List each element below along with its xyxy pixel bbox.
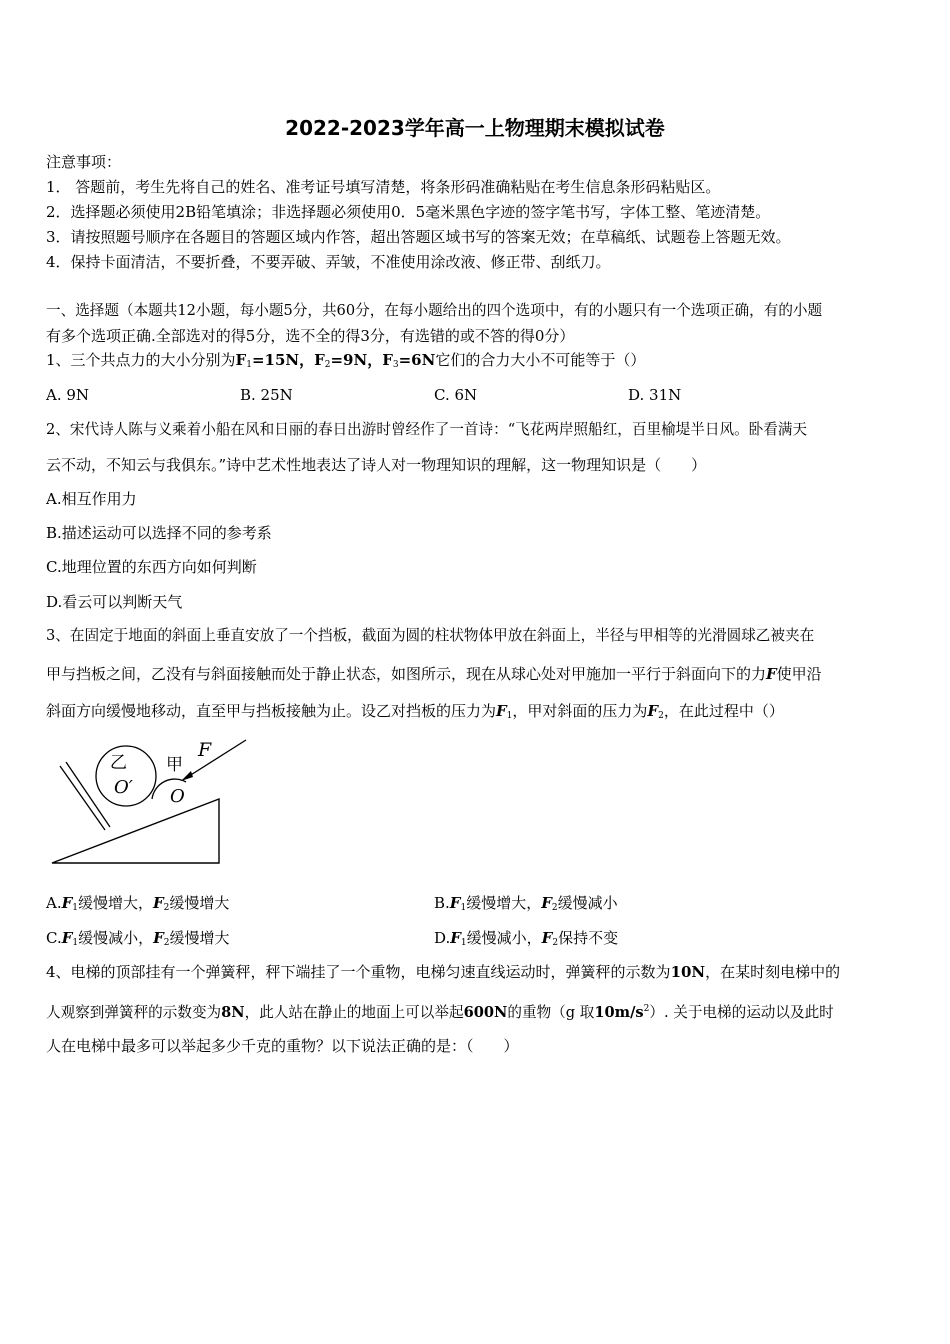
q3-line2-text-b: 使甲沿: [776, 665, 822, 683]
q3-line3-text-b: ，甲对斜面的压力为: [512, 702, 648, 720]
q3-b-text-2: 缓慢减小: [557, 894, 618, 912]
q3-d-prefix: D.: [434, 929, 451, 947]
q2-option-d: D.看云可以判断天气: [46, 593, 183, 611]
q3-d-f2: F: [541, 929, 553, 947]
q2-option-c: C.地理位置的东西方向如何判断: [46, 558, 257, 576]
q3-option-c: [46, 928, 230, 953]
q3-a-f2-sub: 2: [163, 903, 170, 913]
q1-option-c: C. 6N: [434, 386, 478, 404]
q3-b-f2-sub: 2: [551, 903, 558, 913]
page-title: 2022-2023学年高一上物理期末模拟试卷: [285, 116, 665, 140]
q3-f2-sub: 2: [658, 711, 664, 721]
q3-c-f1: F: [61, 929, 73, 947]
q3-d-f2-sub: 2: [552, 938, 559, 948]
notes-item-4: 4．保持卡面清洁，不要折叠，不要弄破、弄皱，不准使用涂改液、修正带、刮纸刀。: [46, 253, 611, 271]
question-3-line-3: [46, 701, 908, 726]
q3-d-text-1: 缓慢减小，: [466, 929, 542, 947]
q3-b-f1: F: [449, 894, 461, 912]
q3-c-prefix: C.: [46, 929, 62, 947]
q3-f1-sub: 1: [506, 711, 513, 721]
question-4-line-1: [46, 962, 908, 982]
q3-a-text-2: 缓慢增大: [169, 894, 230, 912]
q3-b-f1-sub: 1: [460, 903, 467, 913]
q3-a-prefix: A.: [46, 894, 62, 912]
q3-c-f2-sub: 2: [163, 938, 170, 948]
q3-line3-text-c: ，在此过程中（）: [663, 702, 784, 720]
q3-a-text-1: 缓慢增大，: [78, 894, 154, 912]
q3-f1: F: [496, 702, 507, 720]
q3-line2-text-a: 甲与挡板之间，乙没有与斜面接触而处于静止状态，如图所示，现在从球心处对甲施加一平行于斜面向下的力: [46, 665, 767, 683]
question-3-line-2: [46, 664, 908, 684]
q4-line2-text-c: 的重物（g 取: [507, 1003, 595, 1021]
q4-value-10n: 10N: [670, 963, 706, 981]
q1-suffix: 它们的合力大小不可能等于（）: [435, 351, 646, 369]
q3-a-f1-sub: 1: [72, 903, 78, 913]
q1-option-a: A. 9N: [46, 386, 90, 404]
q1-f1-sub: 1: [246, 360, 252, 370]
q3-f2: F: [647, 702, 659, 720]
q1-f2-sub: 2: [324, 360, 331, 370]
q1-f2-value: =9N，: [330, 351, 383, 369]
q1-f1: F: [235, 351, 247, 369]
incline-triangle: [52, 799, 219, 863]
q3-c-f2: F: [153, 929, 164, 947]
section-instructions-line-2: 有多个选项正确.全部选对的得5分，选不全的得3分，有选错的或不答的得0分）: [46, 327, 575, 345]
label-f: F: [198, 739, 212, 761]
q3-b-text-1: 缓慢增大，: [466, 894, 542, 912]
baffle-plate-outer: [60, 766, 105, 830]
q3-option-d: [434, 928, 618, 953]
q3-c-f1-sub: 1: [72, 938, 79, 948]
label-o: O: [170, 786, 185, 807]
q4-line2-text-a: 人观察到弹簧秤的示数变为: [46, 1003, 222, 1021]
q4-line1-text-b: ，在某时刻电梯中的: [705, 963, 841, 981]
q3-c-text-1: 缓慢减小，: [78, 929, 154, 947]
q3-a-f2: F: [153, 894, 164, 912]
q3-option-a: [46, 893, 229, 918]
q1-prefix: 1、三个共点力的大小分别为: [46, 351, 236, 369]
q4-value-g: 10m/s: [594, 1003, 644, 1021]
notes-item-2: 2．选择题必须使用2B铅笔填涂；非选择题必须使用0．5毫米黑色字迹的签字笔书写，字体工整、笔迹清楚。: [46, 203, 771, 221]
q3-c-text-2: 缓慢增大: [169, 929, 230, 947]
q3-a-f1: F: [61, 894, 73, 912]
q1-f2: F: [314, 351, 325, 369]
question-1-stem: [46, 350, 908, 375]
q1-f3-value: =6N: [398, 351, 436, 369]
question-3-line-1: 3、在固定于地面的斜面上垂直安放了一个挡板，截面为圆的柱状物体甲放在斜面上，半径与甲相等的光滑圆球乙被夹在: [46, 627, 815, 644]
notes-item-3: 3．请按照题号顺序在各题目的答题区域内作答，超出答题区域书写的答案无效；在草稿纸、试题卷上答题无效。: [46, 228, 791, 246]
q3-force-f: F: [766, 665, 777, 683]
q4-line2-text-d: ）. 关于电梯的运动以及此时: [649, 1003, 834, 1021]
section-instructions-line-1: 一、选择题（本题共12小题，每小题5分，共60分，在每小题给出的四个选项中，有的小题只有一个选项正确，有的小题: [46, 302, 823, 319]
q4-value-8n: 8N: [221, 1003, 245, 1021]
q2-option-b: B.描述运动可以选择不同的参考系: [46, 524, 272, 542]
notes-item-1: 1． 答题前，考生先将自己的姓名、准考证号填写清楚，将条形码准确粘贴在考生信息条形码粘贴区。: [46, 178, 721, 196]
label-jia: 甲: [166, 755, 183, 775]
question-4-line-3: 人在电梯中最多可以举起多少千克的重物？以下说法正确的是：（ ）: [46, 1037, 519, 1055]
q3-d-f1: F: [450, 929, 461, 947]
q1-option-d: D. 31N: [628, 386, 682, 404]
question-2-line-1: 2、宋代诗人陈与义乘着小船在风和日丽的春日出游时曾经作了一首诗：“飞花两岸照船红，百里榆堤半日风。卧看满天: [46, 421, 808, 438]
q3-d-text-2: 保持不变: [558, 929, 619, 947]
q1-f3: F: [382, 351, 393, 369]
incline-diagram: [46, 738, 256, 866]
label-yi: 乙: [110, 753, 127, 773]
q1-f1-value: =15N，: [251, 351, 315, 369]
label-o-prime: O′: [114, 777, 133, 798]
force-arrow-line: [186, 740, 246, 778]
q3-d-f1-sub: 1: [460, 938, 467, 948]
q4-value-g-sup: 2: [643, 1004, 650, 1014]
baffle-plate-inner: [66, 762, 110, 827]
q4-line2-text-b: ，此人站在静止的地面上可以举起: [244, 1003, 464, 1021]
q4-value-600n: 600N: [463, 1003, 508, 1021]
q2-option-a: A.相互作用力: [46, 490, 137, 508]
question-4-line-2: [46, 999, 908, 1023]
notes-heading: 注意事项：: [46, 153, 122, 171]
q3-line3-text-a: 斜面方向缓慢地移动，直至甲与挡板接触为止。设乙对挡板的压力为: [46, 702, 497, 720]
q3-b-f2: F: [541, 894, 552, 912]
q1-f3-sub: 3: [392, 360, 399, 370]
q1-option-b: B. 25N: [240, 386, 293, 404]
q3-option-b: [434, 893, 618, 918]
question-2-line-2: 云不动，不知云与我俱东。”诗中艺术性地表达了诗人对一物理知识的理解，这一物理知识是（ ）: [46, 456, 707, 474]
q3-b-prefix: B.: [434, 894, 450, 912]
q4-line1-text-a: 4、电梯的顶部挂有一个弹簧秤，秤下端挂了一个重物，电梯匀速直线运动时，弹簧秤的示数为: [46, 963, 671, 981]
